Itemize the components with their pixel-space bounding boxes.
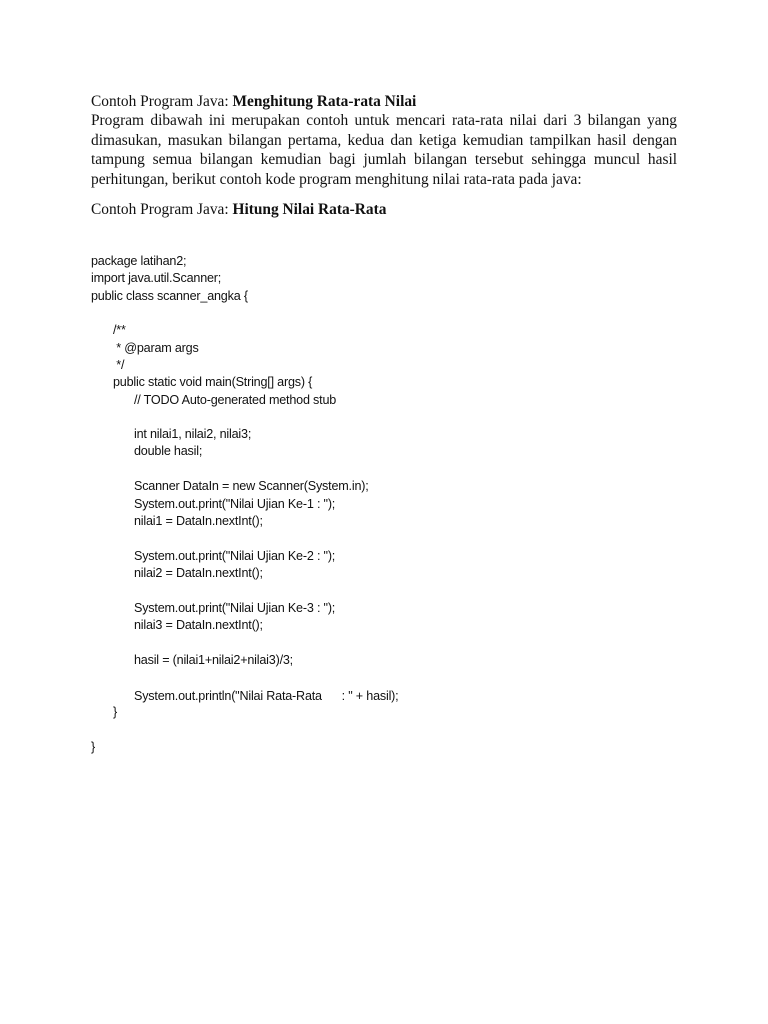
heading-bold-title: Menghitung Rata-rata Nilai (232, 93, 417, 110)
code-line: } (91, 740, 96, 754)
code-line: /** (113, 323, 126, 337)
code-line: System.out.print("Nilai Ujian Ke-1 : "); (134, 497, 336, 511)
code-line: package latihan2; (91, 254, 187, 268)
code-line: Scanner DataIn = new Scanner(System.in); (134, 479, 369, 493)
code-line: nilai3 = DataIn.nextInt(); (134, 618, 263, 632)
subheading-prefix: Contoh Program Java: (91, 201, 233, 218)
intro-paragraph: Program dibawah ini merupakan contoh untuk mencari rata-rata nilai dari 3 bilangan yang dimasukan, masukan bilangan pertama, kedua dan ketiga kemudian tampilkan hasil dengan tampung semua bilangan kemudian bagi jumlah bilangan tersebut sehingga muncul hasil perhitungan, berikut contoh kode program menghitung nilai rata-rata pada java: (91, 112, 677, 188)
code-line: System.out.print("Nilai Ujian Ke-3 : "); (134, 601, 336, 615)
code-line: nilai1 = DataIn.nextInt(); (134, 514, 263, 528)
heading-prefix: Contoh Program Java: (91, 93, 233, 110)
code-line: System.out.print("Nilai Ujian Ke-2 : "); (134, 549, 336, 563)
code-line: // TODO Auto-generated method stub (134, 393, 337, 407)
code-line: import java.util.Scanner; (91, 271, 222, 285)
code-line: int nilai1, nilai2, nilai3; (134, 427, 252, 441)
code-line: * @param args (113, 341, 199, 355)
code-line: double hasil; (134, 444, 203, 458)
code-line: public class scanner_angka { (91, 289, 248, 303)
subheading-bold-title: Hitung Nilai Rata-Rata (232, 201, 387, 218)
code-line: System.out.println("Nilai Rata-Rata : " + hasil); (134, 689, 399, 703)
code-line: hasil = (nilai1+nilai2+nilai3)/3; (134, 653, 293, 667)
code-line: } (113, 705, 118, 719)
code-block (91, 0, 711, 754)
code-line: public static void main(String[] args) { (113, 375, 313, 389)
code-line: */ (113, 358, 125, 372)
code-line: nilai2 = DataIn.nextInt(); (134, 566, 263, 580)
